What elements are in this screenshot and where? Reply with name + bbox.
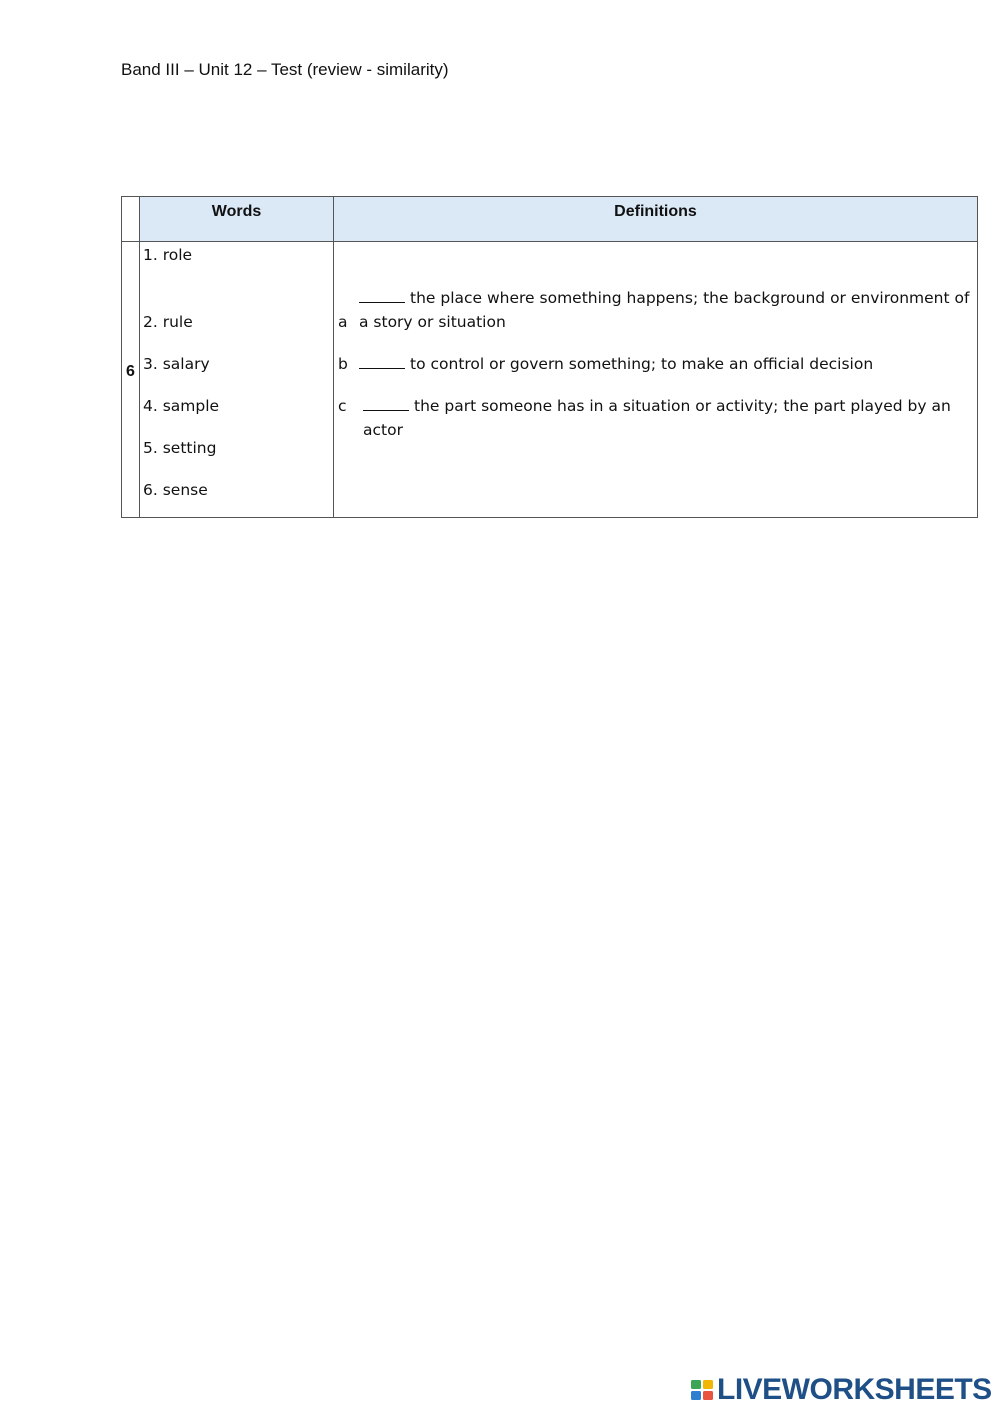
page-title: Band III – Unit 12 – Test (review - similarity) — [121, 60, 449, 79]
definition-letter: b — [338, 355, 348, 373]
header-divider — [122, 241, 977, 242]
word-item: 2. rule — [143, 313, 193, 331]
answer-blank[interactable] — [359, 288, 405, 303]
word-item: 4. sample — [143, 397, 220, 415]
logo-wordmark: LIVEWORKSHEETS — [717, 1373, 992, 1406]
definitions-column-header: Definitions — [614, 203, 697, 220]
answer-blank[interactable] — [363, 396, 409, 411]
liveworksheets-logo-icon — [690, 1378, 714, 1402]
question-number: 6 — [126, 363, 135, 380]
definition-letter: c — [338, 397, 347, 415]
definition-text — [359, 352, 974, 376]
definition-letter: a — [338, 313, 348, 331]
words-column-header: Words — [211, 203, 262, 220]
column-divider — [139, 197, 140, 517]
column-divider — [333, 197, 334, 517]
word-item: 5. setting — [143, 439, 217, 457]
definition-text — [359, 286, 974, 334]
word-item: 3. salary — [143, 355, 210, 373]
definition-a-text: the place where something happens; the background or environment of a story or situation — [359, 289, 970, 331]
definition-b-text: to control or govern something; to make an official decision — [410, 355, 874, 373]
word-item: 6. sense — [143, 481, 208, 499]
word-definition-table — [121, 196, 978, 518]
liveworksheets-logo — [690, 1374, 992, 1406]
word-item: 1. role — [143, 246, 193, 264]
answer-blank[interactable] — [359, 354, 405, 369]
definition-c-text: the part someone has in a situation or activity; the part played by an actor — [363, 397, 951, 439]
definition-text — [363, 394, 978, 442]
